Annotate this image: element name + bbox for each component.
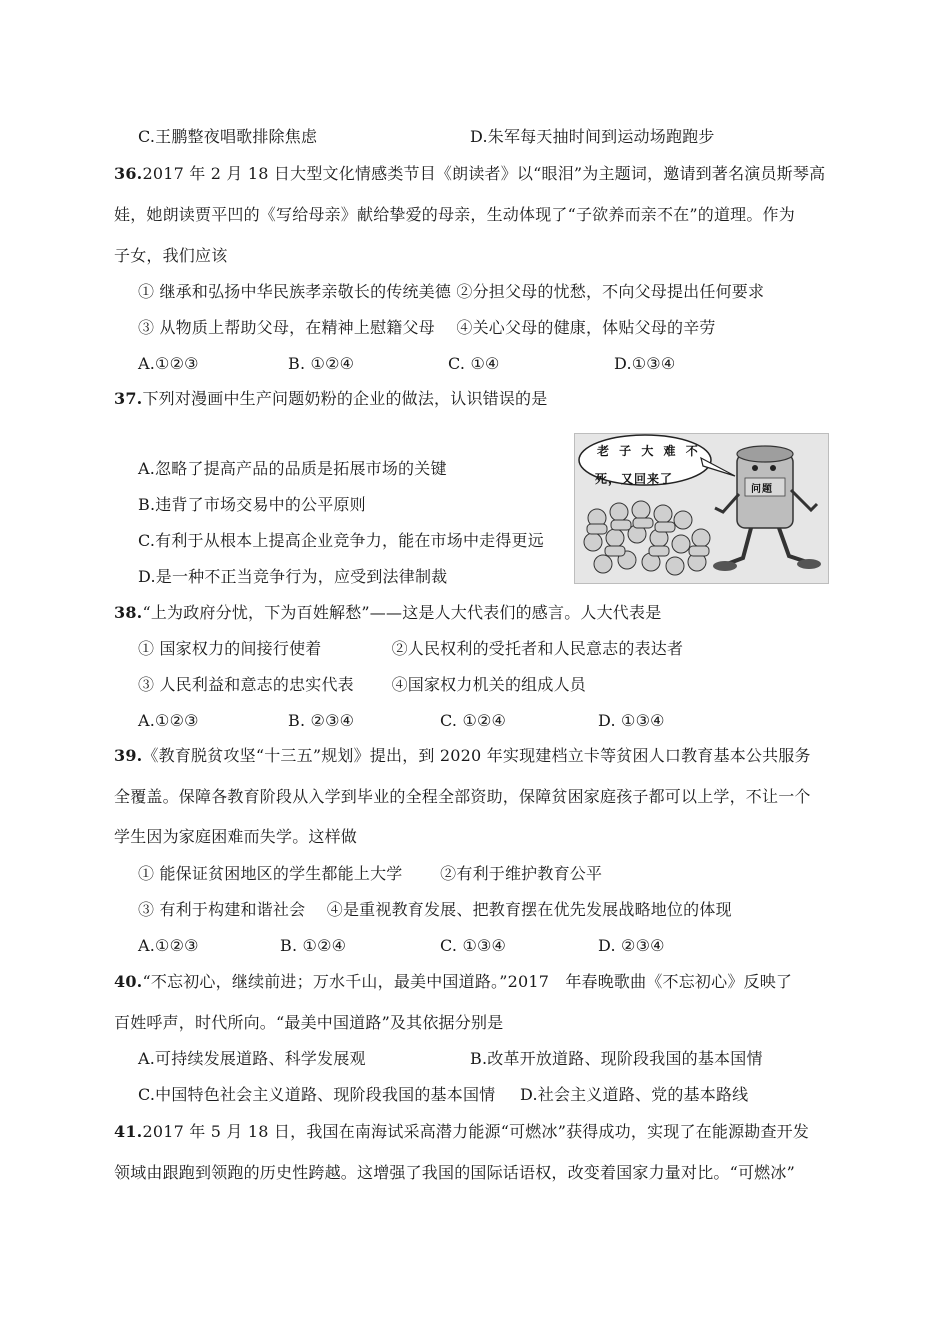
q36-stem-line2: 娃，她朗读贾平凹的《写给母亲》献给挚爱的母亲，生动体现了“子欲养而亲不在”的道理。作为 <box>114 205 795 224</box>
q36-number: 36. <box>114 164 143 183</box>
q37-stem <box>114 388 547 410</box>
q36-item-line2: ③ 从物质上帮助父母，在精神上慰籍父母 ④关心父母的健康，体贴父母的辛劳 <box>138 318 716 337</box>
q36-item-line1: ① 继承和弘扬中华民族孝亲敬长的传统美德 ②分担父母的忧愁，不向父母提出任何要求 <box>138 282 765 301</box>
q37-option-c: C.有利于从根本上提高企业竞争力，能在市场中走得更远 <box>138 531 544 550</box>
q40-number: 40. <box>114 972 143 991</box>
q40-stem-line1 <box>114 971 792 993</box>
q40-stem-text1: “不忘初心，继续前进；万水千山，最美中国道路。”2017 年春晚歌曲《不忘初心》反映了 <box>142 972 793 991</box>
q39-option-c: C. ①③④ <box>440 936 507 955</box>
q38-option-b: B. ②③④ <box>288 711 355 730</box>
q37-cartoon-image <box>574 433 829 584</box>
q36-option-a: A.①②③ <box>138 354 199 373</box>
q38-option-a: A.①②③ <box>138 711 199 730</box>
bubble-line1: 老 子 大 难 不 <box>597 444 701 458</box>
q38-number: 38. <box>114 603 143 622</box>
q36-stem-text1: 2017 年 2 月 18 日大型文化情感类节目《朗读者》以“眼泪”为主题词，邀请到著名演员斯琴高 <box>142 164 826 183</box>
q41-stem-line2: 领域由跟跑到领跑的历史性跨越。这增强了我国的国际话语权，改变着国家力量对比。“可燃冰” <box>114 1163 795 1182</box>
q37-option-d: D.是一种不正当竞争行为，应受到法律制裁 <box>138 567 448 586</box>
q38-option-d: D. ①③④ <box>598 711 665 730</box>
q38-stem <box>114 602 661 624</box>
q39-option-d: D. ②③④ <box>598 936 665 955</box>
q38-option-c: C. ①②④ <box>440 711 507 730</box>
q37-option-a: A.忽略了提高产品的品质是拓展市场的关键 <box>138 459 447 478</box>
q40-option-d: D.社会主义道路、党的基本路线 <box>520 1085 749 1104</box>
can-label: 问题 <box>751 484 773 495</box>
q40-option-c: C.中国特色社会主义道路、现阶段我国的基本国情 <box>138 1085 496 1104</box>
q37-number: 37. <box>114 389 143 408</box>
q39-option-b: B. ①②④ <box>280 936 347 955</box>
q39-number: 39. <box>114 746 143 765</box>
bubble-line2: 死，又回来了 <box>595 472 674 486</box>
q39-stem-line1 <box>114 745 811 767</box>
q36-stem-line3: 子女，我们应该 <box>114 246 228 265</box>
q38-stem-text: “上为政府分忧，下为百姓解愁”——这是人大代表们的感言。人大代表是 <box>142 603 662 622</box>
q36-option-d: D.①③④ <box>614 354 676 373</box>
q38-item-line1: ① 国家权力的间接行使着 ②人民权利的受托者和人民意志的表达者 <box>138 639 684 658</box>
q39-stem-line3: 学生因为家庭困难而失学。这样做 <box>114 827 358 846</box>
q41-stem-text1: 2017 年 5 月 18 日，我国在南海试采高潜力能源“可燃冰”获得成功，实现了在能源勘查开发 <box>142 1122 810 1141</box>
q38-item-line2: ③ 人民利益和意志的忠实代表 ④国家权力机关的组成人员 <box>138 675 586 694</box>
q37-stem-text: 下列对漫画中生产问题奶粉的企业的做法，认识错误的是 <box>142 389 548 408</box>
q36-option-b: B. ①②④ <box>288 354 355 373</box>
q40-stem-line2: 百姓呼声，时代所向。“最美中国道路”及其依据分别是 <box>114 1013 504 1032</box>
q41-stem-line1 <box>114 1121 809 1143</box>
q39-stem-text1: 《教育脱贫攻坚“十三五”规划》提出，到 2020 年实现建档立卡等贫困人口教育基本公共服务 <box>142 746 811 765</box>
q40-option-b: B.改革开放道路、现阶段我国的基本国情 <box>470 1049 763 1068</box>
q39-option-a: A.①②③ <box>138 936 199 955</box>
q41-number: 41. <box>114 1122 143 1141</box>
q39-stem-line2: 全覆盖。保障各教育阶段从入学到毕业的全程全部资助，保障贫困家庭孩子都可以上学，不让一个 <box>114 787 811 806</box>
q39-item-line2: ③ 有利于构建和谐社会 ④是重视教育发展、把教育摆在优先发展战略地位的体现 <box>138 900 732 919</box>
q36-stem-line1 <box>114 163 825 185</box>
q40-option-a: A.可持续发展道路、科学发展观 <box>138 1049 366 1068</box>
q39-item-line1: ① 能保证贫困地区的学生都能上大学 ②有利于维护教育公平 <box>138 864 603 883</box>
q36-option-c: C. ①④ <box>448 354 500 373</box>
q35-option-c: C.王鹏整夜唱歌排除焦虑 <box>138 127 318 146</box>
q37-option-b: B.违背了市场交易中的公平原则 <box>138 495 366 514</box>
q35-option-d: D.朱军每天抽时间到运动场跑跑步 <box>470 127 715 146</box>
